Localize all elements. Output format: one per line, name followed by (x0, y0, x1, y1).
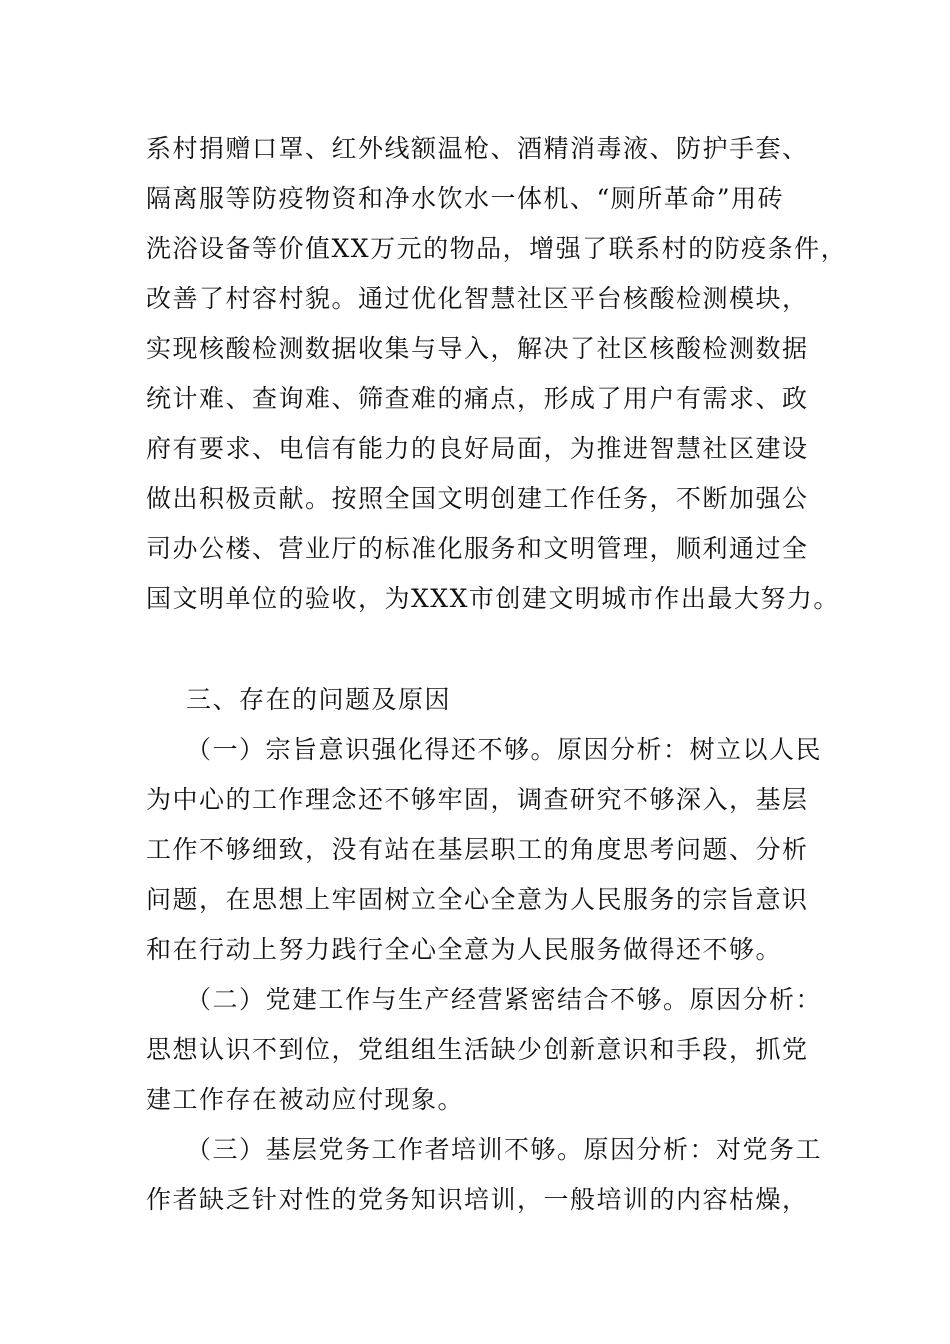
paragraph-line: 隔离服等防疫物资和净水饮水一体机、“厕所革命”用砖 (146, 184, 785, 213)
paragraph-line: 实现核酸检测数据收集与导入，解决了社区核酸检测数据 (146, 334, 809, 363)
paragraph-line: （二）党建工作与生产经营紧密结合不够。原因分析： (186, 985, 823, 1014)
paragraph-line: 作者缺乏针对性的党务知识培训，一般培训的内容枯燥， (146, 1185, 809, 1214)
paragraph-line: 做出积极贡献。按照全国文明创建工作任务，不断加强公 (146, 484, 809, 513)
paragraph-line: 工作不够细致，没有站在基层职工的角度思考问题、分析 (146, 835, 809, 864)
paragraph-line: 建工作存在被动应付现象。 (146, 1085, 465, 1114)
paragraph-line: 司办公楼、营业厅的标准化服务和文明管理，顺利通过全 (146, 534, 809, 563)
paragraph-line: 思想认识不到位，党组组生活缺少创新意识和手段，抓党 (146, 1035, 809, 1064)
paragraph-line: 府有要求、电信有能力的良好局面，为推进智慧社区建设 (146, 434, 809, 463)
paragraph-line: 和在行动上努力践行全心全意为人民服务做得还不够。 (146, 935, 783, 964)
paragraph-line: 洗浴设备等价值XX万元的物品，增强了联系村的防疫条件， (146, 234, 848, 263)
paragraph-line: 统计难、查询难、筛查难的痛点，形成了用户有需求、政 (146, 384, 809, 413)
paragraph-line: 为中心的工作理念还不够牢固，调查研究不够深入，基层 (146, 785, 809, 814)
paragraph-line: 改善了村容村貌。通过优化智慧社区平台核酸检测模块， (146, 284, 809, 313)
section-heading: 三、存在的问题及原因 (186, 685, 452, 714)
paragraph-line: 问题，在思想上牢固树立全心全意为人民服务的宗旨意识 (146, 885, 809, 914)
paragraph-line: 系村捐赠口罩、红外线额温枪、酒精消毒液、防护手套、 (146, 134, 809, 163)
paragraph-line: （一）宗旨意识强化得还不够。原因分析：树立以人民 (186, 735, 823, 764)
paragraph-line: （三）基层党务工作者培训不够。原因分析：对党务工 (186, 1135, 823, 1164)
paragraph-line: 国文明单位的验收，为XXX市创建文明城市作出最大努力。 (146, 584, 840, 613)
